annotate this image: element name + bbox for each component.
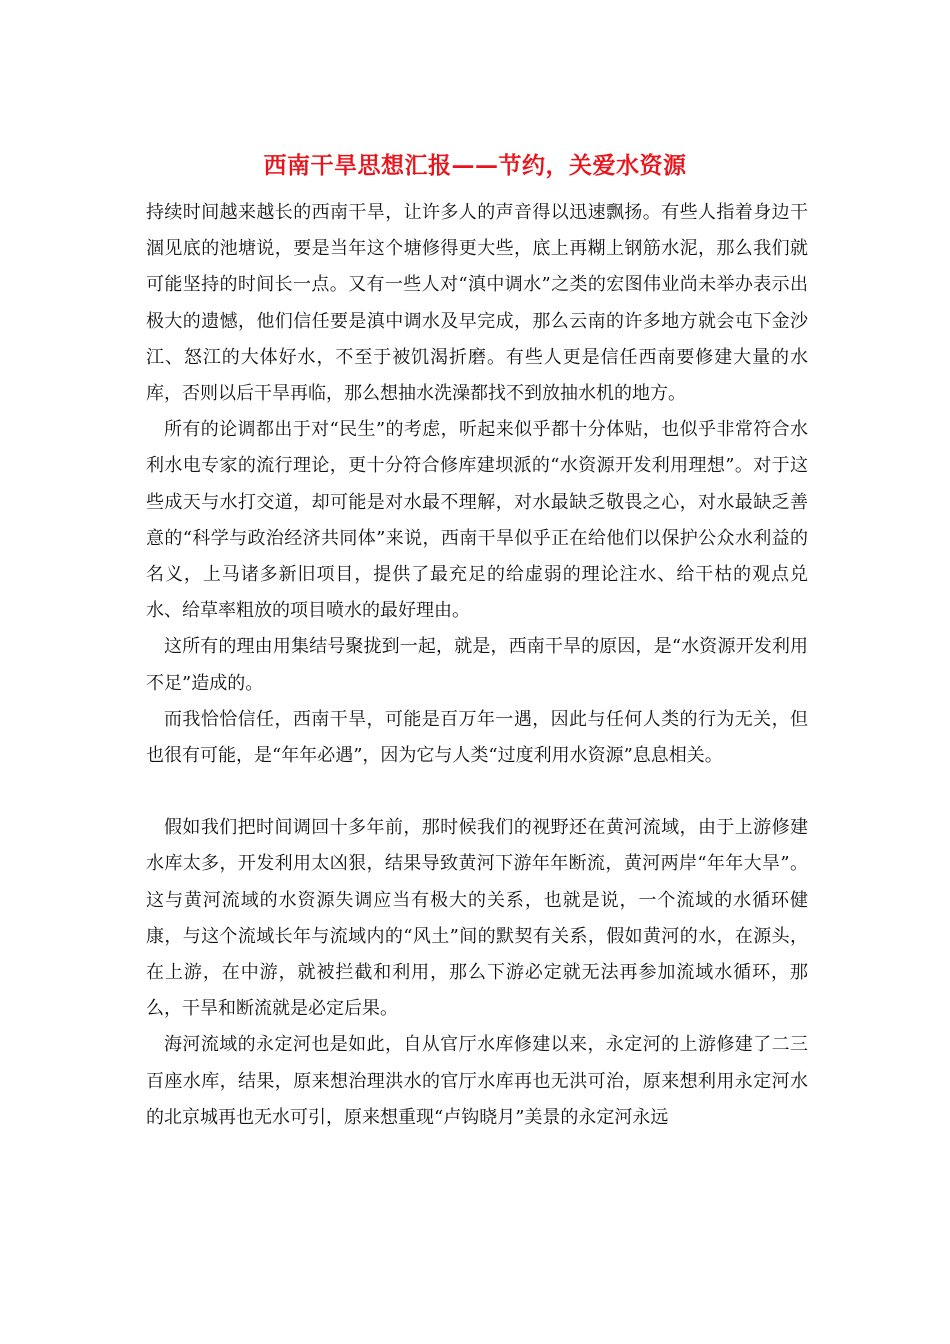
paragraph-3: 这所有的理由用集结号聚拢到一起，就是，西南干旱的原因，是“水资源开发利用不足”造成的。 bbox=[146, 636, 808, 694]
paragraph-1: 持续时间越来越长的西南干旱，让许多人的声音得以迅速飘扬。有些人指着身边干涸见底的池塘说，要是当年这个塘修得更大些，底上再糊上钢筋水泥，那么我们就可能坚持的时间长一点。又有一些人对“滇中调水”之类的宏图伟业尚未举办表示出极大的遗憾，他们信任要是滇中调水及早完成，那么云南的许多地方就会屯下金沙江、怒江的大体好水，不至于被饥渴折磨。有些人更是信任西南要修建大量的水库，否则以后干旱再临，那么想抽水洗澡都找不到放抽水机的地方。 bbox=[146, 202, 808, 405]
document-title: 西南干旱思想汇报——节约，关爱水资源 bbox=[263, 152, 687, 179]
paragraph-2: 所有的论调都出于对“民生”的考虑，听起来似乎都十分体贴，也似乎非常符合水利水电专家的流行理论，更十分符合修库建坝派的“水资源开发利用理想”。对于这些成天与水打交道，却可能是对水最不理解，对水最缺乏敬畏之心，对水最缺乏善意的“科学与政治经济共同体”来说，西南干旱似乎正在给他们以保护公众水利益的名义，上马诸多新旧项目，提供了最充足的给虚弱的理论注水、给干枯的观点兑水、给草率粗放的项目喷水的最好理由。 bbox=[146, 419, 808, 622]
paragraph-spacer bbox=[146, 774, 808, 810]
paragraph-5: 假如我们把时间调回十多年前，那时候我们的视野还在黄河流域，由于上游修建水库太多，开发利用太凶狠，结果导致黄河下游年年断流，黄河两岸“年年大旱”。这与黄河流域的水资源失调应当有极大的关系，也就是说，一个流域的水循环健康，与这个流域长年与流域内的“风土”间的默契有关系，假如黄河的水，在源头，在上游，在中游，就被拦截和利用，那么下游必定就无法再参加流域水循环，那么，干旱和断流就是必定后果。 bbox=[146, 817, 808, 1020]
paragraph-6: 海河流域的永定河也是如此，自从官厅水库修建以来，永定河的上游修建了二三百座水库，结果，原来想治理洪水的官厅水库再也无洪可治，原来想利用永定河水的北京城再也无水可引，原来想重现“卢钩晓月”美景的永定河永远 bbox=[146, 1034, 808, 1128]
paragraph-4: 而我恰恰信任，西南干旱，可能是百万年一遇，因此与任何人类的行为无关，但也很有可能，是“年年必遇”，因为它与人类“过度利用水资源”息息相关。 bbox=[146, 708, 808, 767]
document-body bbox=[146, 195, 808, 1136]
